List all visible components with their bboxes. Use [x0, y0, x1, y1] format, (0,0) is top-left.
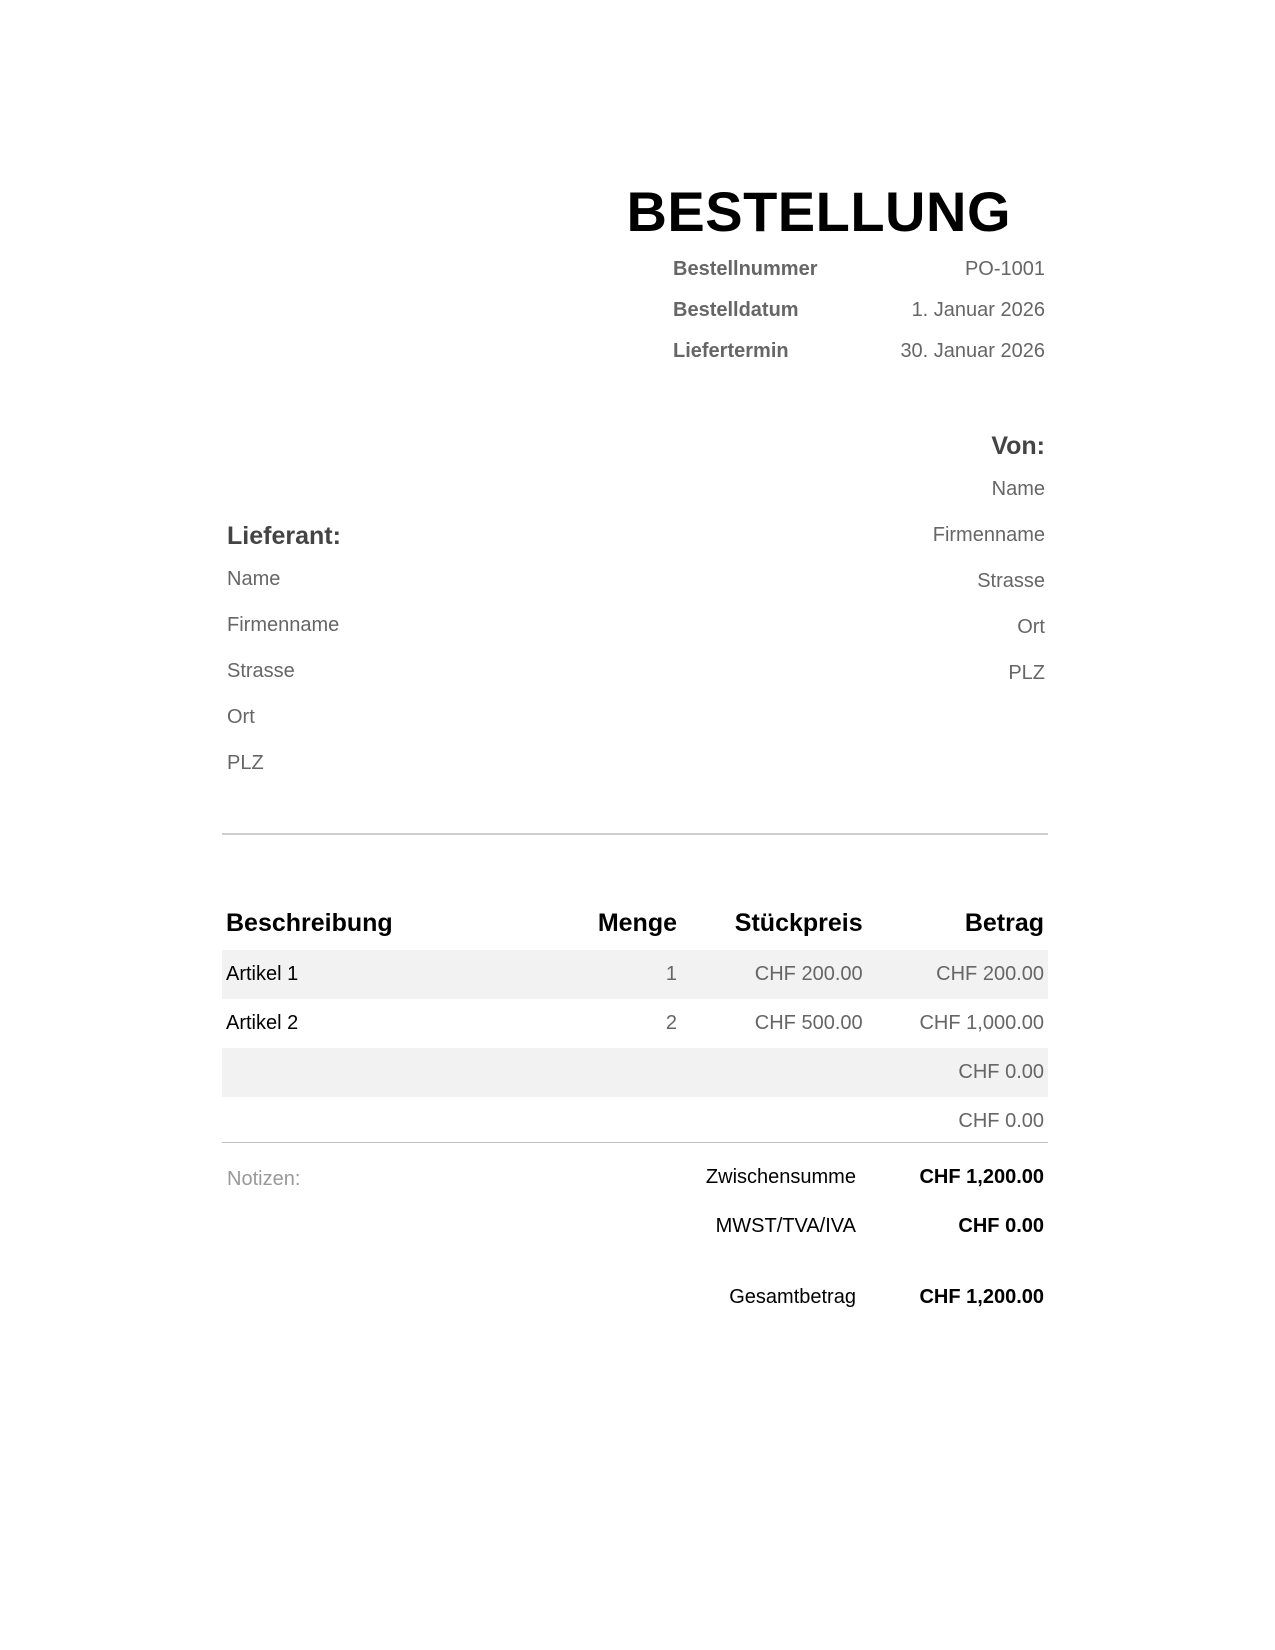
- subtotal-value: CHF 1,200.00: [919, 1166, 1044, 1188]
- meta-value: PO-1001: [964, 258, 1045, 280]
- sender-line: PLZ: [1008, 662, 1045, 684]
- table-row: [222, 999, 1048, 1048]
- supplier-line: Name: [227, 568, 281, 590]
- notes-label: Notizen:: [227, 1168, 301, 1190]
- cell-quantity: 1: [543, 950, 681, 999]
- document-title: BESTELLUNG: [626, 180, 1011, 243]
- sender-line: Ort: [1017, 616, 1045, 638]
- table-bottom-rule: [222, 1142, 1048, 1143]
- sender-line: Name: [991, 478, 1045, 500]
- cell-amount: CHF 0.00: [867, 1048, 1048, 1097]
- subtotal-label: Zwischensumme: [705, 1166, 856, 1188]
- supplier-line: Ort: [227, 706, 255, 728]
- meta-label: Bestellnummer: [673, 258, 818, 280]
- section-divider: [222, 833, 1048, 835]
- cell-unit-price: CHF 200.00: [681, 950, 867, 999]
- order-meta: [673, 258, 1045, 381]
- cell-unit-price: [681, 1048, 867, 1097]
- meta-row-order-date: [673, 299, 1045, 340]
- table-row: [222, 1097, 1048, 1146]
- tax-label: MWST/TVA/IVA: [715, 1215, 856, 1237]
- table-row: [222, 950, 1048, 999]
- meta-label: Bestelldatum: [673, 299, 799, 321]
- column-header-quantity: Menge: [597, 908, 677, 937]
- cell-quantity: [543, 1048, 681, 1097]
- cell-unit-price: CHF 500.00: [754, 1012, 863, 1034]
- cell-amount: CHF 1,000.00: [919, 1012, 1044, 1034]
- supplier-heading: Lieferant:: [227, 522, 341, 550]
- cell-amount: CHF 200.00: [867, 950, 1048, 999]
- grand-total-value: CHF 1,200.00: [919, 1286, 1044, 1308]
- cell-unit-price: [681, 1097, 867, 1146]
- cell-description: Artikel 1: [222, 950, 543, 999]
- tax-row: [600, 1215, 1044, 1264]
- table-header-row: [222, 896, 1048, 950]
- supplier-line: Strasse: [227, 660, 295, 682]
- cell-description: [222, 1097, 543, 1146]
- sender-address: [933, 432, 1045, 708]
- meta-row-delivery-date: [673, 340, 1045, 381]
- totals-block: [600, 1166, 1044, 1335]
- table-row: [222, 1048, 1048, 1097]
- sender-heading: Von:: [991, 432, 1045, 460]
- meta-value: 30. Januar 2026: [900, 340, 1045, 362]
- cell-description: Artikel 2: [226, 1012, 299, 1034]
- meta-value: 1. Januar 2026: [911, 299, 1045, 321]
- sender-line: Strasse: [977, 570, 1045, 592]
- meta-row-order-number: [673, 258, 1045, 299]
- supplier-line: Firmenname: [227, 614, 340, 636]
- tax-value: CHF 0.00: [958, 1215, 1044, 1237]
- sender-line: Firmenname: [932, 524, 1045, 546]
- grand-total-label: Gesamtbetrag: [729, 1286, 856, 1308]
- subtotal-row: [600, 1166, 1044, 1215]
- cell-description: [222, 1048, 543, 1097]
- cell-amount: CHF 0.00: [958, 1110, 1044, 1132]
- cell-quantity: 2: [665, 1012, 677, 1034]
- supplier-address: [227, 522, 341, 798]
- column-header-unit-price: Stückpreis: [734, 908, 863, 937]
- cell-quantity: [543, 1097, 681, 1146]
- column-header-amount: Betrag: [964, 908, 1044, 937]
- line-items-table: [222, 896, 1048, 1146]
- supplier-line: PLZ: [227, 752, 264, 774]
- grand-total-row: [600, 1286, 1044, 1335]
- column-header-description: Beschreibung: [226, 908, 393, 937]
- meta-label: Liefertermin: [673, 340, 789, 362]
